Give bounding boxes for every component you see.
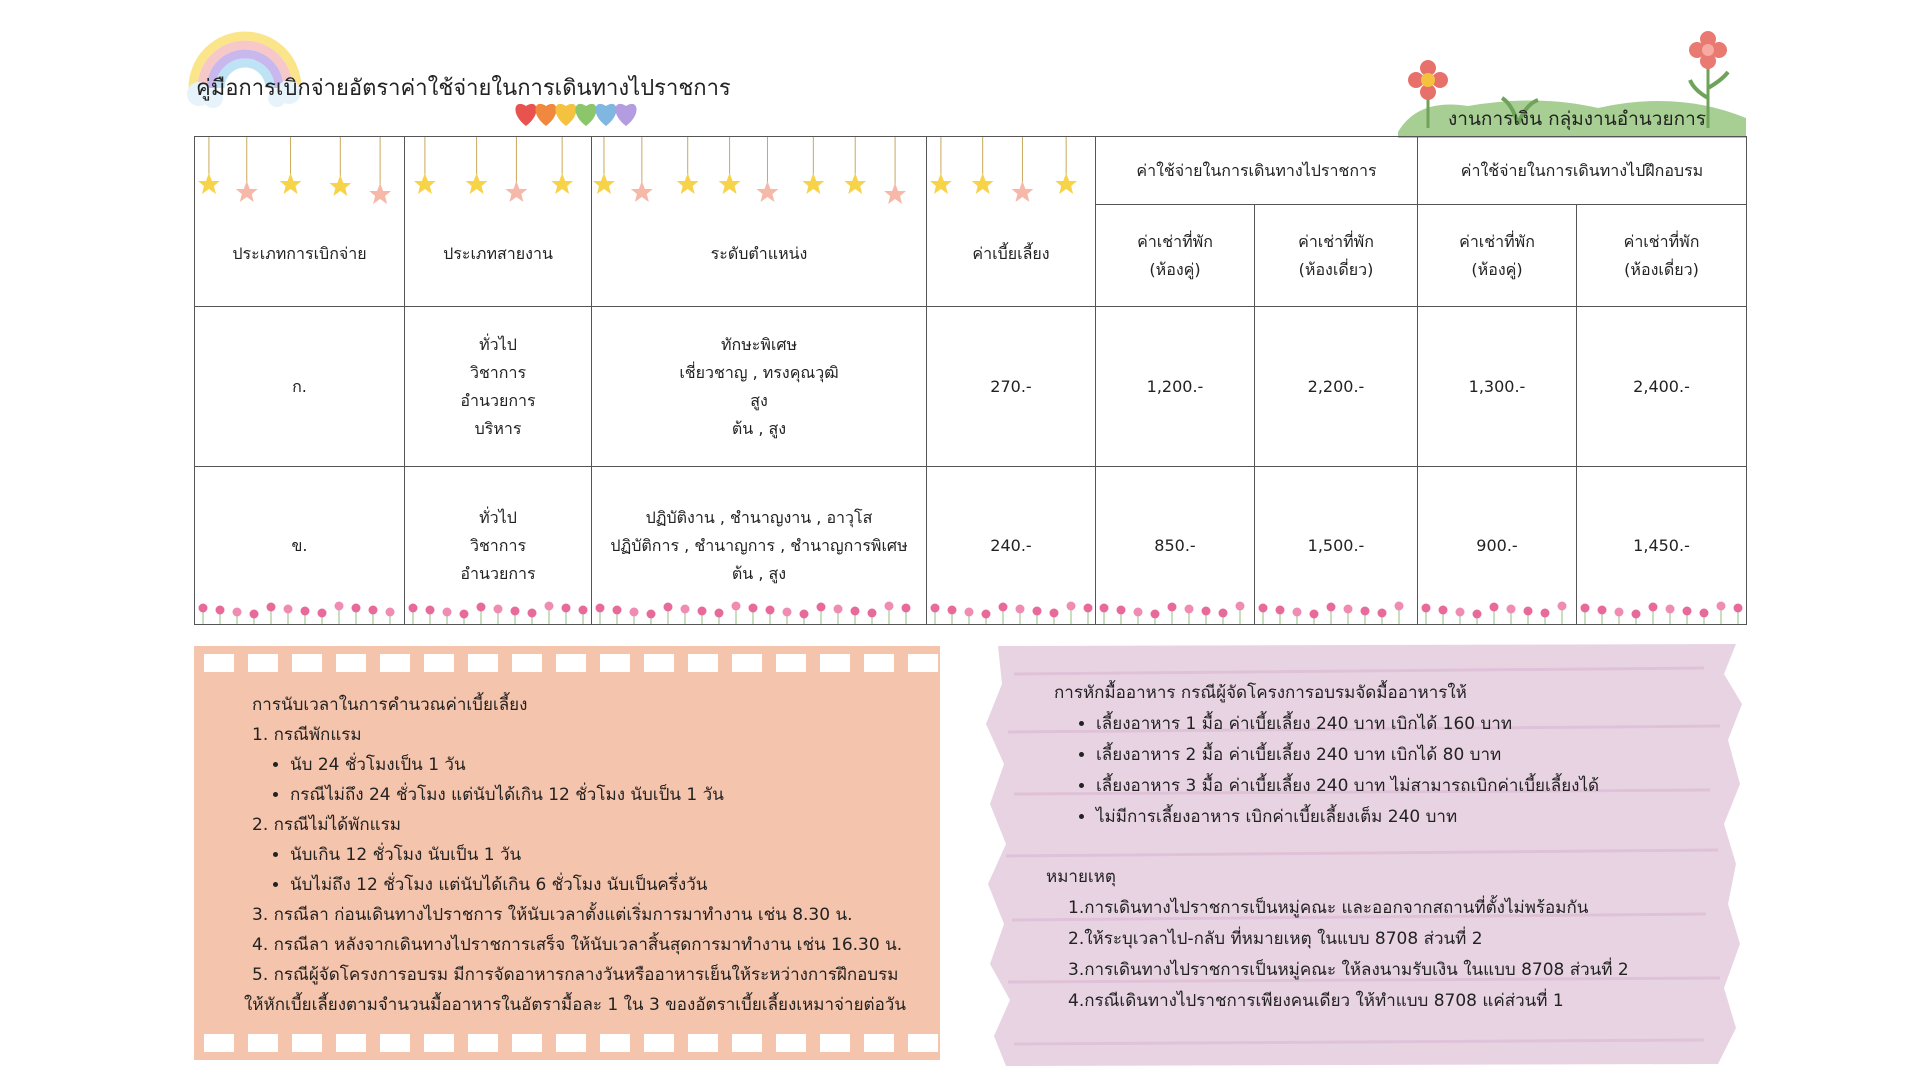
cell-train-single (1577, 467, 1747, 625)
cell-text: 240.- (990, 535, 1032, 555)
cell-line: สูง (750, 390, 768, 410)
cell-allowance (927, 467, 1096, 625)
cell-line: อำนวยการ (460, 390, 536, 410)
header-travel-expense: ค่าใช้จ่ายในการเดินทางไปราชการ (1096, 137, 1418, 205)
cell-line: อำนวยการ (460, 563, 536, 583)
case-2: 2. กรณีไม่ได้พักแรม (252, 815, 401, 835)
notes-heading: หมายเหตุ (1046, 867, 1116, 887)
flower-border-icon (405, 596, 591, 624)
meal-deduction-section (1054, 678, 1599, 833)
header-text: ค่าเช่าที่พัก (1298, 231, 1374, 251)
cell-travel-single (1255, 467, 1418, 625)
list-item: 4.กรณีเดินทางไปราชการเพียงคนเดียว ให้ทำแบบ 8708 แค่ส่วนที่ 1 (1068, 991, 1564, 1011)
header-travel-double (1096, 205, 1255, 307)
header-text: ค่าเช่าที่พัก (1137, 231, 1213, 251)
cell-text: 850.- (1154, 535, 1196, 555)
table-row (195, 467, 1747, 625)
list-item: • นับเกิน 12 ชั่วโมง นับเป็น 1 วัน (290, 840, 906, 870)
header-text: (ห้องคู่) (1149, 259, 1201, 279)
notes-section (1046, 862, 1629, 1017)
cell-travel-single: 2,200.- (1255, 307, 1418, 467)
hanging-stars-icon (592, 137, 926, 207)
header-allowance-label: ค่าเบี้ยเลี้ยง (972, 243, 1050, 263)
header-position-level (592, 137, 927, 307)
list-item: 2.ให้ระบุเวลาไป-กลับ ที่หมายเหตุ ในแบบ 8708 ส่วนที่ 2 (1068, 929, 1483, 949)
hearts-icon (512, 94, 642, 130)
list-item: 3.การเดินทางไปราชการเป็นหมู่คณะ ให้ลงนามรับเงิน ในแบบ 8708 ส่วนที่ 2 (1068, 960, 1629, 980)
header-train-single (1577, 205, 1747, 307)
item-5b: ให้หักเบี้ยเลี้ยงตามจำนวนมื้ออาหารในอัตรามื้อละ 1 ใน 3 ของอัตราเบี้ยเลี้ยงเหมาจ่ายต่อวัน (244, 995, 906, 1015)
cell-line: บริหาร (474, 418, 522, 438)
cell-travel-double (1096, 467, 1255, 625)
rate-table (194, 136, 1747, 625)
cell-train-single: 2,400.- (1577, 307, 1747, 467)
header-text: ค่าเช่าที่พัก (1459, 231, 1535, 251)
header-allowance (927, 137, 1096, 307)
header-text: (ห้องคู่) (1471, 259, 1523, 279)
cell-type: ก. (195, 307, 405, 467)
list-item: • กรณีไม่ถึง 24 ชั่วโมง แต่นับได้เกิน 12 ชั่วโมง นับเป็น 1 วัน (290, 780, 906, 810)
cell-type (195, 467, 405, 625)
cell-allowance: 270.- (927, 307, 1096, 467)
time-calc-heading: การนับเวลาในการคำนวณค่าเบี้ยเลี้ยง (252, 695, 528, 715)
cell-line: ทั่วไป (479, 507, 517, 527)
header-training-expense: ค่าใช้จ่ายในการเดินทางไปฝึกอบรม (1418, 137, 1747, 205)
flower-border-icon (1096, 596, 1254, 624)
list-item: • เลี้ยงอาหาร 1 มื้อ ค่าเบี้ยเลี้ยง 240 บาท เบิกได้ 160 บาท (1096, 709, 1599, 740)
cell-travel-double: 1,200.- (1096, 307, 1255, 467)
header-train-double (1418, 205, 1577, 307)
header-text: (ห้องเดี่ยว) (1298, 259, 1374, 279)
header-text: ค่าเช่าที่พัก (1623, 231, 1700, 251)
cell-line: ทั่วไป (479, 334, 517, 354)
item-3: 3. กรณีลา ก่อนเดินทางไปราชการ ให้นับเวลาตั้งแต่เริ่มการมาทำงาน เช่น 8.30 น. (252, 905, 853, 925)
cell-line: วิชาการ (469, 362, 527, 382)
hanging-stars-icon (927, 137, 1095, 207)
list-item: 1.การเดินทางไปราชการเป็นหมู่คณะ และออกจากสถานที่ตั้งไม่พร้อมกัน (1068, 898, 1589, 918)
list-item: • นับไม่ถึง 12 ชั่วโมง แต่นับได้เกิน 6 ชั่วโมง นับเป็นครึ่งวัน (290, 870, 906, 900)
table-row (195, 307, 1747, 467)
flower-border-icon (927, 596, 1095, 624)
hanging-stars-icon (195, 137, 404, 207)
header-claim-type (195, 137, 405, 307)
hanging-stars-icon (405, 137, 591, 207)
flower-border-icon (1577, 596, 1746, 624)
list-item: • ไม่มีการเลี้ยงอาหาร เบิกค่าเบี้ยเลี้ยงเต็ม 240 บาท (1096, 802, 1599, 833)
cell-line-type (405, 467, 592, 625)
department-label: งานการเงิน กลุ่มงานอำนวยการ (1448, 108, 1706, 130)
cell-text: 1,450.- (1633, 535, 1690, 555)
flower-border-icon (1418, 596, 1576, 624)
cell-line: ต้น , สูง (731, 563, 787, 583)
header-line-type-label: ประเภทสายงาน (443, 243, 553, 263)
item-4: 4. กรณีลา หลังจากเดินทางไปราชการเสร็จ ให้นับเวลาสิ้นสุดการมาทำงาน เช่น 16.30 น. (252, 935, 903, 955)
flower-border-icon (1255, 596, 1417, 624)
cell-line: ต้น , สูง (731, 418, 787, 438)
cell-text: 1,500.- (1307, 535, 1365, 555)
case-1: 1. กรณีพักแรม (252, 725, 362, 745)
cell-line: ปฏิบัติการ , ชำนาญการ , ชำนาญการพิเศษ (610, 535, 908, 555)
list-item: • นับ 24 ชั่วโมงเป็น 1 วัน (290, 750, 906, 780)
cell-levels (592, 467, 927, 625)
cell-train-double (1418, 467, 1577, 625)
list-item: • เลี้ยงอาหาร 3 มื้อ ค่าเบี้ยเลี้ยง 240 บาท ไม่สามารถเบิกค่าเบี้ยเลี้ยงได้ (1096, 771, 1599, 802)
flower-border-icon (195, 596, 404, 624)
flower-border-icon (592, 596, 926, 624)
header-claim-type-label: ประเภทการเบิกจ่าย (232, 243, 367, 263)
cell-levels (592, 307, 927, 467)
time-calc-section (244, 690, 906, 1020)
page-title: คู่มือการเบิกจ่ายอัตราค่าใช้จ่ายในการเดินทางไปราชการ (196, 76, 731, 101)
cell-text: 900.- (1476, 535, 1518, 555)
cell-line: วิชาการ (469, 535, 527, 555)
cell-line-type (405, 307, 592, 467)
cell-line: ปฏิบัติงาน , ชำนาญงาน , อาวุโส (645, 507, 873, 527)
header-text: (ห้องเดี่ยว) (1624, 259, 1699, 279)
header-position-level-label: ระดับตำแหน่ง (710, 243, 808, 263)
cell-train-double: 1,300.- (1418, 307, 1577, 467)
cell-line: ทักษะพิเศษ (720, 334, 798, 354)
header-travel-single (1255, 205, 1418, 307)
cell-text: ข. (291, 535, 308, 555)
meal-heading: การหักมื้ออาหาร กรณีผู้จัดโครงการอบรมจัดมื้ออาหารให้ (1054, 683, 1467, 703)
cell-line: เชี่ยวชาญ , ทรงคุณวุฒิ (679, 362, 839, 382)
list-item: • เลี้ยงอาหาร 2 มื้อ ค่าเบี้ยเลี้ยง 240 บาท เบิกได้ 80 บาท (1096, 740, 1599, 771)
item-5a: 5. กรณีผู้จัดโครงการอบรม มีการจัดอาหารกลางวันหรืออาหารเย็นให้ระหว่างการฝึกอบรม (252, 965, 899, 985)
header-line-type (405, 137, 592, 307)
